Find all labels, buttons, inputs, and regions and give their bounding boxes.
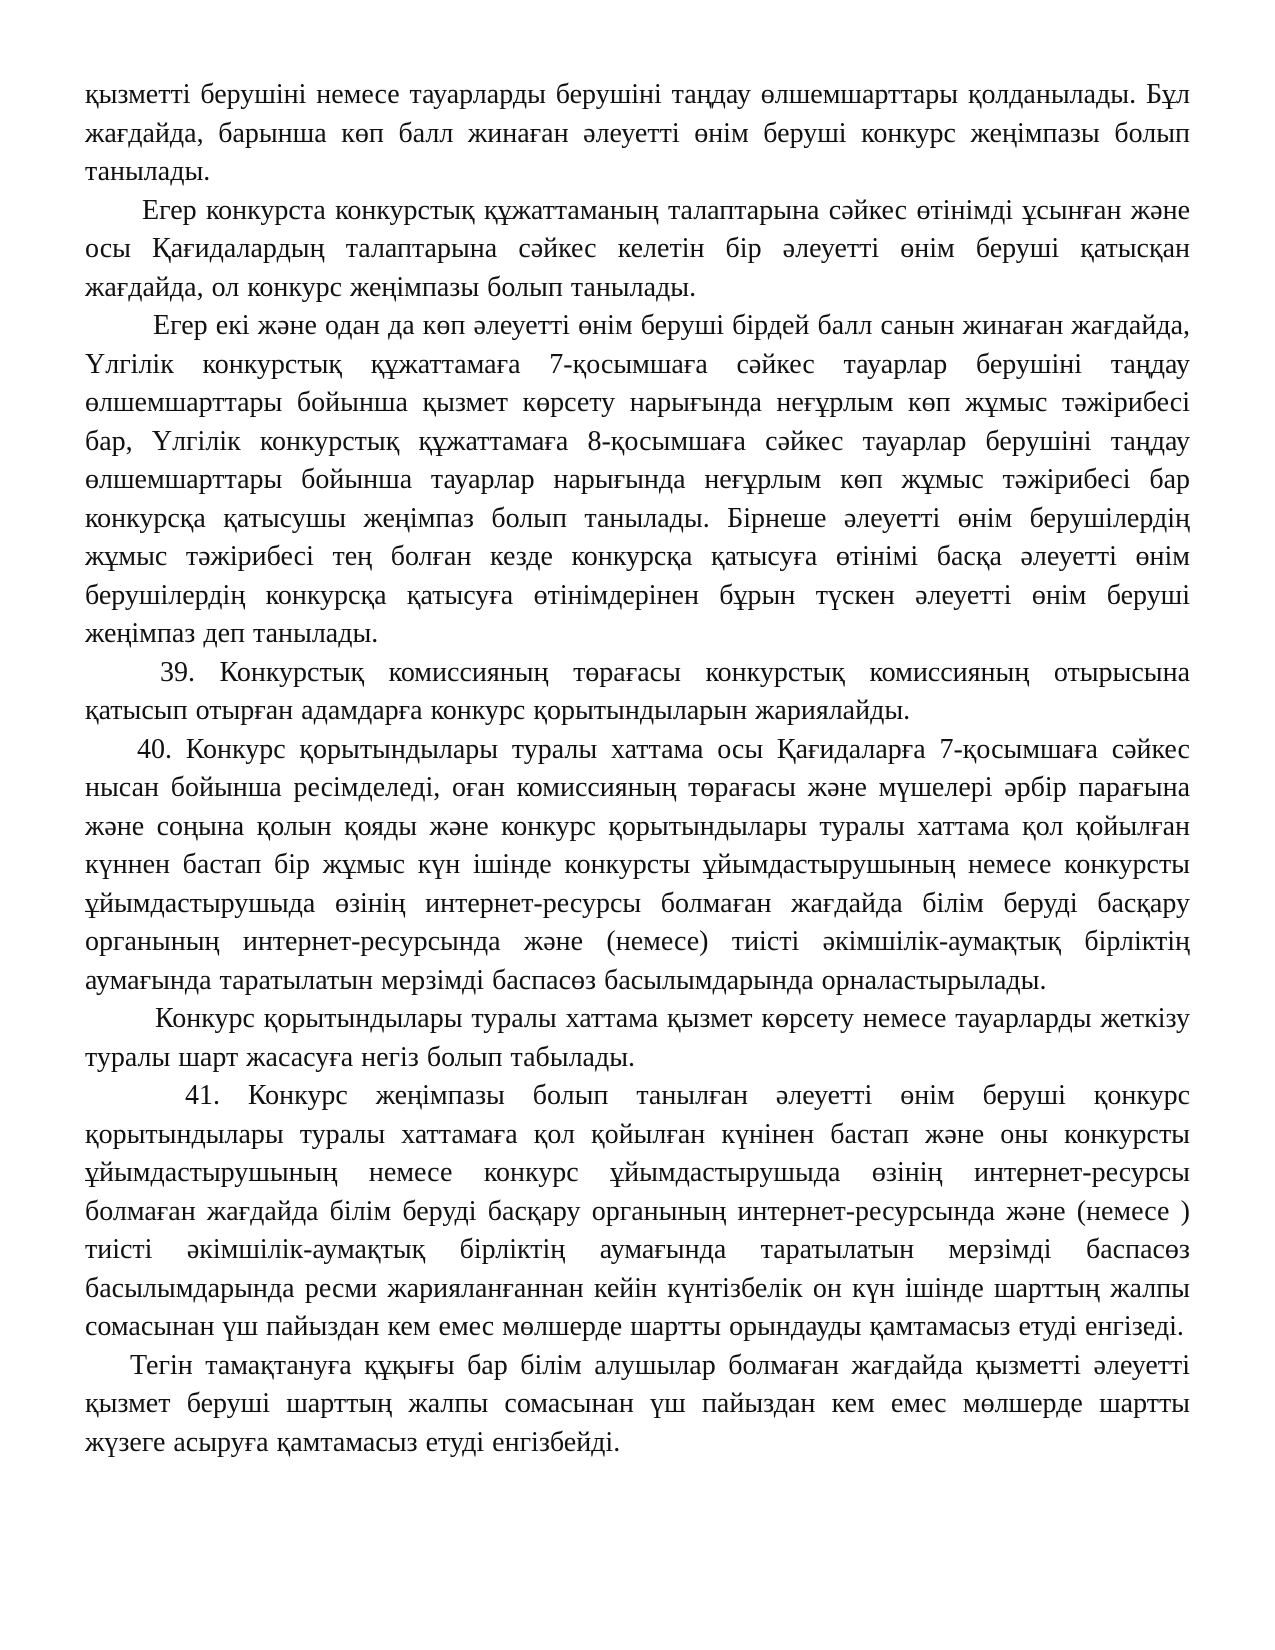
paragraph-item-39: 39. Конкурстық комиссияның төрағасы конкурстық комиссияның отырысына қатысып отырған адамдарға конкурс қорытындыларын жариялайды. [85, 656, 1190, 726]
paragraph-single-bidder: Егер конкурста конкурстық құжаттаманың талаптарына сәйкес өтінімді ұсынған және осы Қағидалардың талаптарына сәйкес келетін бір әлеуетті өнім беруші қатысқан жағдайда, ол конкурс жеңімпазы болып танылады. [85, 194, 1190, 303]
paragraph-tie-break: Егер екі және одан да көп әлеуетті өнім беруші бірдей балл санын жинаған жағдайда, Үлгілік конкурстық құжаттамаға 7-қосымшаға сәйкес тауарлар берушіні таңдау өлшемшарттары бойынша қызмет көрсету нарығында неғұрлым көп жұмыс тәжірибесі бар, Үлгілік конкурстық құжаттамаға 8-қосымшаға сәйкес тауарлар берушіні таңдау өлшемшарттары бойынша тауарлар нарығында неғұрлым көп жұмыс тәжірибесі бар конкурсқа қатысушы жеңімпаз болып танылады. Бірнеше әлеуетті өнім берушілердің жұмыс тәжірибесі тең болған кезде конкурсқа қатысуға өтінімі басқа әлеуетті өнім берушілердің конкурсқа қатысуға өтінімдерінен бұрын түскен әлеуетті өнім беруші жеңімпаз деп танылады. [85, 310, 1190, 649]
paragraph-item-40: 40. Конкурс қорытындылары туралы хаттама осы Қағидаларға 7-қосымшаға сәйкес нысан бойынша ресімделеді, оған комиссияның төрағасы және мүшелері әрбір парағына және соңына қолын қояды және конкурс қорытындылары туралы хаттама қол қойылған күннен бастап бір жұмыс күн ішінде конкурсты ұйымдастырушының немесе конкурсты ұйымдастырушыда өзінің интернет-ресурсы болмаған жағдайда білім беруді басқару органының интернет-ресурсында және (немесе) тиісті әкімшілік-аумақтық бірліктің аумағында таратылатын мерзімді баспасөз басылымдарында орналастырылады. [85, 733, 1190, 996]
paragraph-item-41: 41. Конкурс жеңімпазы болып танылған әлеуетті өнім беруші қонкурс қорытындылары туралы хаттамаға қол қойылған күнінен бастап және оны конкурсты ұйымдастырушының немесе конкурс ұйымдастырушыда өзінің интернет-ресурсы болмаған жағдайда білім беруді басқару органының интернет-ресурсында және (немесе ) тиісті әкімшілік-аумақтық бірліктің аумағында таратылатын мерзімді баспасөз басылымдарында ресми жарияланғаннан кейін күнтізбелік он күн ішінде шарттың жалпы сомасынан үш пайыздан кем емес мөлшерде шартты орындауды қамтамасыз етуді енгізеді. [85, 1080, 1190, 1342]
paragraph-continuation: қызметті берушіні немесе тауарларды берушіні таңдау өлшемшарттары қолданылады. Бұл жағдайда, барынша көп балл жинаған әлеуетті өнім беруші конкурс жеңімпазы болып танылады. [85, 79, 1190, 187]
paragraph-free-meals: Тегін тамақтануға құқығы бар білім алушылар болмаған жағдайда қызметті әлеуетті қызмет беруші шарттың жалпы сомасынан үш пайыздан кем емес мөлшерде шартты жүзеге асыруға қамтамасыз етуді енгізбейді. [85, 1349, 1190, 1458]
paragraph-protocol-basis: Конкурс қорытындылары туралы хаттама қызмет көрсету немесе тауарларды жеткізу туралы шарт жасасуға негіз болып табылады. [85, 1003, 1190, 1073]
